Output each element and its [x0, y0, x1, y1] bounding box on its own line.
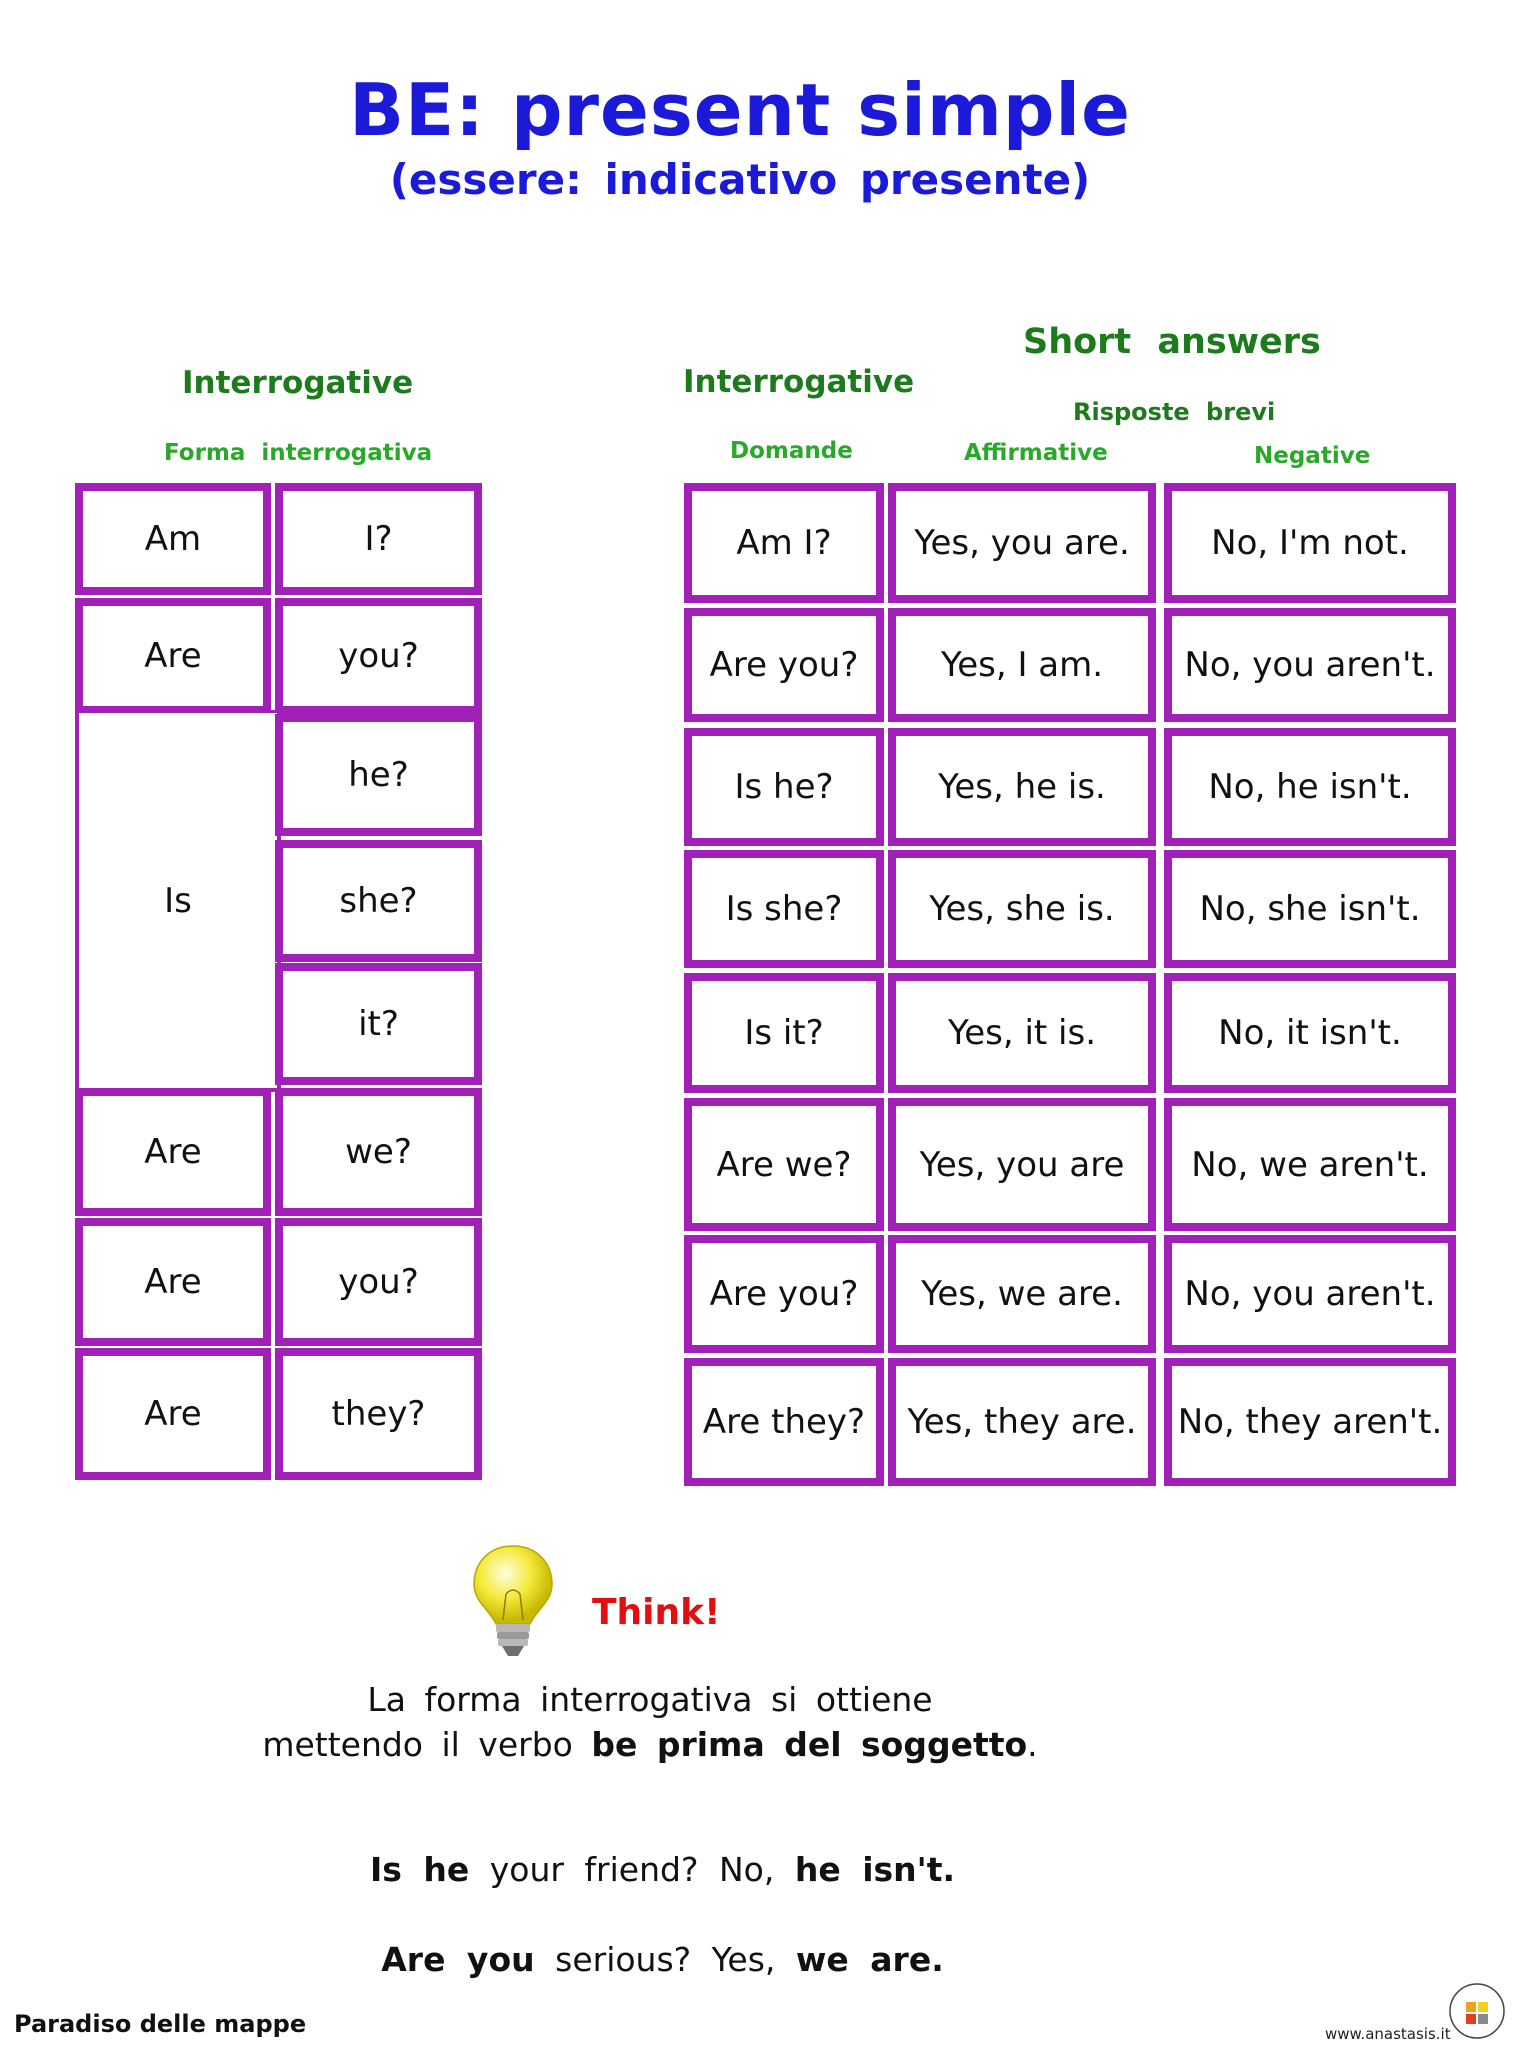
affirmative-cell: Yes, I am. [888, 608, 1156, 722]
column-header-negative: Negative [1254, 443, 1371, 469]
subject-cell: we? [275, 1088, 482, 1216]
example-1 [0, 1850, 1325, 1889]
negative-cell: No, she isn't. [1164, 850, 1456, 968]
affirmative-cell: Yes, you are. [888, 483, 1156, 603]
page-title: BE: present simple [349, 68, 1131, 152]
page-subtitle: (essere: indicativo presente) [389, 155, 1091, 204]
example-2 [0, 1940, 1325, 1979]
negative-cell: No, we aren't. [1164, 1098, 1456, 1231]
negative-cell: No, he isn't. [1164, 728, 1456, 846]
example-2-text: serious? Yes, [555, 1940, 776, 1979]
column-header-domande: Domande [730, 438, 853, 464]
negative-cell: No, I'm not. [1164, 483, 1456, 603]
think-label: Think! [592, 1592, 721, 1633]
question-cell: Is she? [684, 850, 884, 968]
example-1-bold-end: he isn't. [794, 1850, 956, 1889]
think-line-1: La forma interrogativa si ottiene [367, 1680, 933, 1719]
verb-cell: Are [75, 1088, 271, 1216]
affirmative-cell: Yes, we are. [888, 1235, 1156, 1353]
short-answers-heading: Short answers [1023, 322, 1321, 362]
negative-cell: No, they aren't. [1164, 1358, 1456, 1486]
think-line-2 [0, 1725, 1300, 1764]
question-cell: Is he? [684, 728, 884, 846]
left-heading: Interrogative [182, 365, 414, 401]
verb-cell: Are [75, 1348, 271, 1480]
question-cell: Is it? [684, 973, 884, 1093]
affirmative-cell: Yes, it is. [888, 973, 1156, 1093]
affirmative-cell: Yes, they are. [888, 1358, 1156, 1486]
subject-cell: he? [275, 714, 482, 836]
subject-cell: you? [275, 1218, 482, 1346]
lightbulb-icon [468, 1542, 558, 1662]
question-cell: Are we? [684, 1098, 884, 1231]
footer-url: www.anastasis.it [1325, 2025, 1451, 2043]
think-line-2-start: mettendo il verbo [262, 1725, 573, 1764]
example-2-bold-end: we are. [795, 1940, 944, 1979]
question-cell: Are they? [684, 1358, 884, 1486]
negative-cell: No, it isn't. [1164, 973, 1456, 1093]
verb-cell: Are [75, 598, 271, 714]
supermappe-logo [1448, 1982, 1506, 2040]
think-line-2-end: . [1027, 1725, 1038, 1764]
subject-cell: they? [275, 1348, 482, 1480]
negative-cell: No, you aren't. [1164, 1235, 1456, 1353]
subject-cell: she? [275, 840, 482, 962]
example-1-text: your friend? No, [489, 1850, 775, 1889]
left-subheading: Forma interrogativa [164, 440, 433, 466]
question-cell: Are you? [684, 608, 884, 722]
affirmative-cell: Yes, she is. [888, 850, 1156, 968]
right-heading: Interrogative [683, 364, 915, 400]
verb-cell-merged: Is [75, 710, 281, 1092]
short-answers-subheading: Risposte brevi [1073, 398, 1276, 426]
verb-cell: Are [75, 1218, 271, 1346]
column-header-affirmative: Affirmative [964, 440, 1108, 466]
subject-cell: I? [275, 483, 482, 595]
verb-cell: Am [75, 483, 271, 595]
negative-cell: No, you aren't. [1164, 608, 1456, 722]
think-line-2-bold: be prima del soggetto [591, 1725, 1028, 1764]
example-1-bold-start: Is he [369, 1850, 470, 1889]
question-cell: Am I? [684, 483, 884, 603]
question-cell: Are you? [684, 1235, 884, 1353]
example-2-bold-start: Are you [381, 1940, 535, 1979]
affirmative-cell: Yes, you are [888, 1098, 1156, 1231]
footer-left-text: Paradiso delle mappe [14, 2010, 307, 2038]
subject-cell: you? [275, 598, 482, 714]
subject-cell: it? [275, 963, 482, 1085]
affirmative-cell: Yes, he is. [888, 728, 1156, 846]
